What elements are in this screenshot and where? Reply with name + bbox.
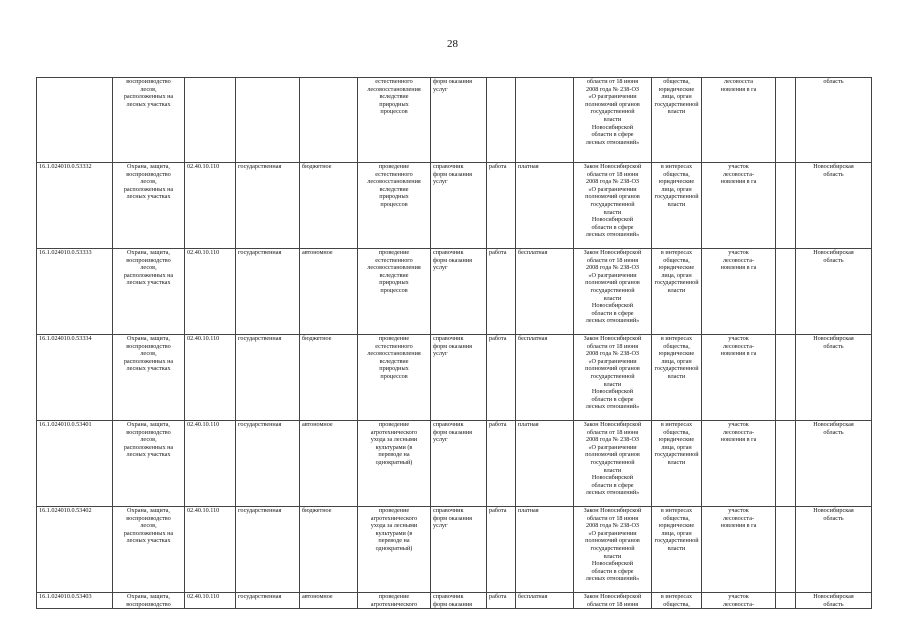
cell-code: 16.1.024010.0.53334 bbox=[37, 335, 113, 421]
cell-recipients: в интересах общества, bbox=[652, 593, 702, 609]
cell-work-content: проведение естественного лесовосстановления вследствие природных процессов bbox=[358, 163, 431, 249]
cell-legal-basis: Закон Новосибирской области от 18 июня 2008 года № 238-ОЗ «О разграничении полномочий органов государственной власти Новосибирской области в сфере лесных отношений» bbox=[574, 163, 652, 249]
cell-recipients: в интересах общества, юридические лица, орган государственной власти bbox=[652, 421, 702, 507]
table-row bbox=[37, 335, 872, 421]
cell-ownership: государственная bbox=[236, 249, 300, 335]
cell-okved: 02.40.10.110 bbox=[185, 249, 236, 335]
cell-work-content: проведение агротехнического ухода за лесными культурами (в переводе на однократный) bbox=[358, 507, 431, 593]
cell-ownership: государственная bbox=[236, 593, 300, 609]
cell-institution-type: бюджетное bbox=[300, 507, 358, 593]
cell-form: справочник форм оказания услуг bbox=[431, 507, 487, 593]
cell-ownership: государственная bbox=[236, 421, 300, 507]
cell-ownership bbox=[236, 78, 300, 163]
cell-service-name: Охрана, защита, воспроизводство лесов, расположенных на лесных участках bbox=[113, 163, 185, 249]
cell-payment: бесплатная bbox=[516, 249, 574, 335]
cell-empty bbox=[776, 507, 796, 593]
cell-region: Новосибирская область bbox=[796, 163, 872, 249]
cell-service-name: Охрана, защита, воспроизводство лесов, расположенных на лесных участках bbox=[113, 507, 185, 593]
cell-code bbox=[37, 78, 113, 163]
cell-institution-type: автономное bbox=[300, 593, 358, 609]
cell-payment: бесплатная bbox=[516, 593, 574, 609]
table-row bbox=[37, 593, 872, 609]
cell-region: Новосибирская область bbox=[796, 335, 872, 421]
cell-empty bbox=[776, 335, 796, 421]
cell-payment: бесплатная bbox=[516, 335, 574, 421]
cell-legal-basis: Закон Новосибирской области от 18 июня 2008 года № 238-ОЗ «О разграничении полномочий органов государственной власти Новосибирской области в сфере лесных отношений» bbox=[574, 335, 652, 421]
cell-region: область bbox=[796, 78, 872, 163]
cell-code: 16.1.024010.0.53403 bbox=[37, 593, 113, 609]
cell-institution-type: автономное bbox=[300, 421, 358, 507]
cell-work-type: работа bbox=[487, 507, 516, 593]
cell-measure: участок лесовосста- новления в га bbox=[702, 249, 776, 335]
table-row bbox=[37, 249, 872, 335]
table-row bbox=[37, 507, 872, 593]
cell-work-content: проведение агротехнического bbox=[358, 593, 431, 609]
cell-okved: 02.40.10.110 bbox=[185, 593, 236, 609]
cell-work-content: проведение естественного лесовосстановления вследствие природных процессов bbox=[358, 335, 431, 421]
cell-service-name: воспроизводство лесов, расположенных на лесных участках bbox=[113, 78, 185, 163]
cell-measure: участок лесовосста- bbox=[702, 593, 776, 609]
cell-okved: 02.40.10.110 bbox=[185, 507, 236, 593]
cell-recipients: в интересах общества, юридические лица, орган государственной власти bbox=[652, 163, 702, 249]
cell-work-type: работа bbox=[487, 421, 516, 507]
cell-form: справочник форм оказания услуг bbox=[431, 163, 487, 249]
cell-recipients: общества, юридические лица, орган государственной власти bbox=[652, 78, 702, 163]
cell-legal-basis: Закон Новосибирской области от 18 июня 2008 года № 238-ОЗ «О разграничении полномочий органов государственной власти Новосибирской области в сфере лесных отношений» bbox=[574, 249, 652, 335]
cell-payment bbox=[516, 78, 574, 163]
cell-empty bbox=[776, 163, 796, 249]
cell-legal-basis: области от 18 июня 2008 года № 238-ОЗ «О разграничении полномочий органов государственной власти Новосибирской области в сфере лесных отношений» bbox=[574, 78, 652, 163]
cell-legal-basis: Закон Новосибирской области от 18 июня 2008 года № 238-ОЗ «О разграничении полномочий органов государственной власти Новосибирской области в сфере лесных отношений» bbox=[574, 507, 652, 593]
cell-recipients: в интересах общества, юридические лица, орган государственной власти bbox=[652, 507, 702, 593]
cell-work-type: работа bbox=[487, 249, 516, 335]
cell-institution-type: бюджетное bbox=[300, 335, 358, 421]
table-row bbox=[37, 78, 872, 163]
cell-measure: участок лесовосста- новления в га bbox=[702, 507, 776, 593]
cell-service-name: Охрана, защита, воспроизводство лесов, расположенных на лесных участках bbox=[113, 249, 185, 335]
cell-measure: участок лесовосста- новления в га bbox=[702, 335, 776, 421]
cell-ownership: государственная bbox=[236, 163, 300, 249]
cell-okved: 02.40.10.110 bbox=[185, 335, 236, 421]
table-row bbox=[37, 421, 872, 507]
cell-empty bbox=[776, 421, 796, 507]
cell-service-name: Охрана, защита, воспроизводство bbox=[113, 593, 185, 609]
cell-legal-basis: Закон Новосибирской области от 18 июня bbox=[574, 593, 652, 609]
table-row bbox=[37, 163, 872, 249]
page-number: 28 bbox=[447, 38, 458, 50]
services-registry-table bbox=[36, 77, 872, 609]
cell-region: Новосибирская область bbox=[796, 249, 872, 335]
cell-work-type: работа bbox=[487, 593, 516, 609]
cell-institution-type: бюджетное bbox=[300, 163, 358, 249]
cell-service-name: Охрана, защита, воспроизводство лесов, расположенных на лесных участках bbox=[113, 335, 185, 421]
cell-region: Новосибирская область bbox=[796, 593, 872, 609]
cell-okved: 02.40.10.110 bbox=[185, 163, 236, 249]
cell-okved: 02.40.10.110 bbox=[185, 421, 236, 507]
cell-measure: лесовосста новления в га bbox=[702, 78, 776, 163]
cell-region: Новосибирская область bbox=[796, 421, 872, 507]
cell-empty bbox=[776, 593, 796, 609]
cell-ownership: государственная bbox=[236, 335, 300, 421]
cell-form: справочник форм оказания услуг bbox=[431, 335, 487, 421]
cell-measure: участок лесовосста- новления в га bbox=[702, 421, 776, 507]
cell-work-content: естественного лесовосстановления вследствие природных процессов bbox=[358, 78, 431, 163]
cell-recipients: в интересах общества, юридические лица, орган государственной власти bbox=[652, 335, 702, 421]
cell-code: 16.1.024010.0.53333 bbox=[37, 249, 113, 335]
cell-code: 16.1.024010.0.53402 bbox=[37, 507, 113, 593]
cell-legal-basis: Закон Новосибирской области от 18 июня 2008 года № 238-ОЗ «О разграничении полномочий органов государственной власти Новосибирской области в сфере лесных отношений» bbox=[574, 421, 652, 507]
cell-ownership: государственная bbox=[236, 507, 300, 593]
cell-work-content: проведение агротехнического ухода за лесными культурами (в переводе на однократный) bbox=[358, 421, 431, 507]
cell-work-type bbox=[487, 78, 516, 163]
cell-institution-type: автономное bbox=[300, 249, 358, 335]
cell-work-type: работа bbox=[487, 163, 516, 249]
cell-okved bbox=[185, 78, 236, 163]
cell-form: форм оказания услуг bbox=[431, 78, 487, 163]
cell-form: справочник форм оказания услуг bbox=[431, 249, 487, 335]
cell-form: справочник форм оказания услуг bbox=[431, 421, 487, 507]
cell-work-content: проведение естественного лесовосстановления вследствие природных процессов bbox=[358, 249, 431, 335]
cell-payment: платная bbox=[516, 163, 574, 249]
cell-empty bbox=[776, 249, 796, 335]
cell-service-name: Охрана, защита, воспроизводство лесов, расположенных на лесных участках bbox=[113, 421, 185, 507]
cell-work-type: работа bbox=[487, 335, 516, 421]
cell-payment: платная bbox=[516, 421, 574, 507]
cell-form: справочник форм оказания bbox=[431, 593, 487, 609]
cell-empty bbox=[776, 78, 796, 163]
cell-institution-type bbox=[300, 78, 358, 163]
cell-code: 16.1.024010.0.53401 bbox=[37, 421, 113, 507]
cell-payment: платная bbox=[516, 507, 574, 593]
cell-region: Новосибирская область bbox=[796, 507, 872, 593]
cell-measure: участок лесовосста- новления в га bbox=[702, 163, 776, 249]
cell-code: 16.1.024010.0.53332 bbox=[37, 163, 113, 249]
cell-recipients: в интересах общества, юридические лица, орган государственной власти bbox=[652, 249, 702, 335]
